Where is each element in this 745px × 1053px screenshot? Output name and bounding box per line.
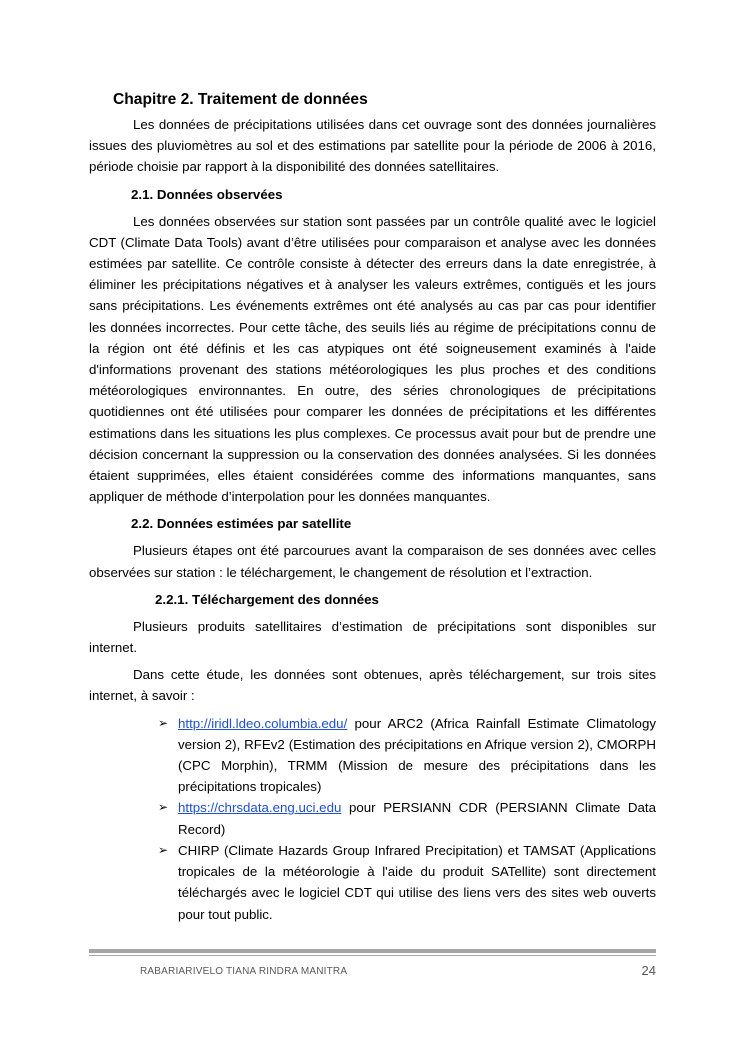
footer-rule-thin [89, 955, 656, 956]
list-item-text: CHIRP (Climate Hazards Group Infrared Precipitation) et TAMSAT (Applications tropicales de la météorologie à l'aide du produit SATellite) sont directement téléchargés avec le logiciel CDT qui utilise des liens vers des sites web ouverts pour tout public. [178, 842, 656, 922]
page-number: 24 [641, 963, 656, 978]
list-item-iridl [157, 713, 656, 798]
link-iridl[interactable]: http://iridl.ldeo.columbia.edu/ [178, 715, 348, 731]
arrow-bullet-icon: ➢ [157, 800, 169, 815]
list-item-text: pour PERSIANN CDR (PERSIANN Climate Data Record) [178, 800, 656, 837]
section-1-paragraph: Les données observées sur station sont passées par un contrôle qualité avec le logiciel CDT (Climate Data Tools) avant d’être utilisées pour comparaison et analyse avec les données estimées par satellite. Ce contrôle consiste à détecter des erreurs dans la date enregistrée, à éliminer les précipitations négatives et à analyser les valeurs extrêmes, contiguës et les jours sans précipitations. Les événements extrêmes ont été analysés au cas par cas pour identifier les données incorrectes. Pour cette tâche, des seuils liés au régime de précipitations connu de la région ont été définis et les cas atypiques ont été soigneusement examinés à l'aide d'informations provenant des stations météorologiques les plus proches et des conditions météorologiques environnantes. En outre, des séries chronologiques de précipitations quotidiennes ont été utilisées pour comparer les données de précipitations et les différentes estimations dans les situations les plus complexes. Ce processus avait pour but de prendre une décision concernant la suppression ou la conservation des données analysées. Si les données étaient supprimées, elles étaient considérées comme des informations manquantes, sans appliquer de méthode d’interpolation pour les données manquantes. [89, 213, 656, 505]
page-content [89, 88, 656, 925]
intro-paragraph: Les données de précipitations utilisées dans cet ouvrage sont des données journalières issues des pluviomètres au sol et des estimations par satellite pour la période de 2006 à 2016, période choisie par rapport à la disponibilité des données satellitaires. [89, 117, 656, 175]
data-sources-list [89, 713, 656, 925]
arrow-bullet-icon: ➢ [157, 842, 169, 857]
section-title-donnees-observees: 2.1. Données observées [131, 186, 283, 202]
chapter-title: Chapitre 2. Traitement de données [113, 91, 368, 108]
footer-author: RABARIARIVELO TIANA RINDRA MANITRA [140, 966, 348, 977]
list-item-chrsdata [157, 797, 656, 839]
footer-rule-thick [89, 949, 656, 953]
subsection-title-telechargement: 2.2.1. Téléchargement des données [155, 591, 379, 607]
arrow-bullet-icon: ➢ [157, 715, 169, 730]
subsection-paragraph-2: Dans cette étude, les données sont obtenues, après téléchargement, sur trois sites internet, à savoir : [89, 667, 656, 704]
subsection-paragraph-1: Plusieurs produits satellitaires d’estimation de précipitations sont disponibles sur internet. [89, 618, 656, 656]
list-item-text: pour ARC2 (Africa Rainfall Estimate Climatology version 2), RFEv2 (Estimation des précipitations en Afrique version 2), CMORPH (CPC Morphin), TRMM (Mission de mesure des précipitations dans les précipitations tropicales) [178, 715, 656, 795]
list-item-cdt [157, 840, 656, 925]
link-chrsdata[interactable]: https://chrsdata.eng.uci.edu [178, 800, 342, 816]
section-2-paragraph: Plusieurs étapes ont été parcourues avant la comparaison de ses données avec celles observées sur station : le téléchargement, le changement de résolution et l’extraction. [89, 543, 656, 580]
section-title-donnees-estimees: 2.2. Données estimées par satellite [131, 516, 352, 532]
